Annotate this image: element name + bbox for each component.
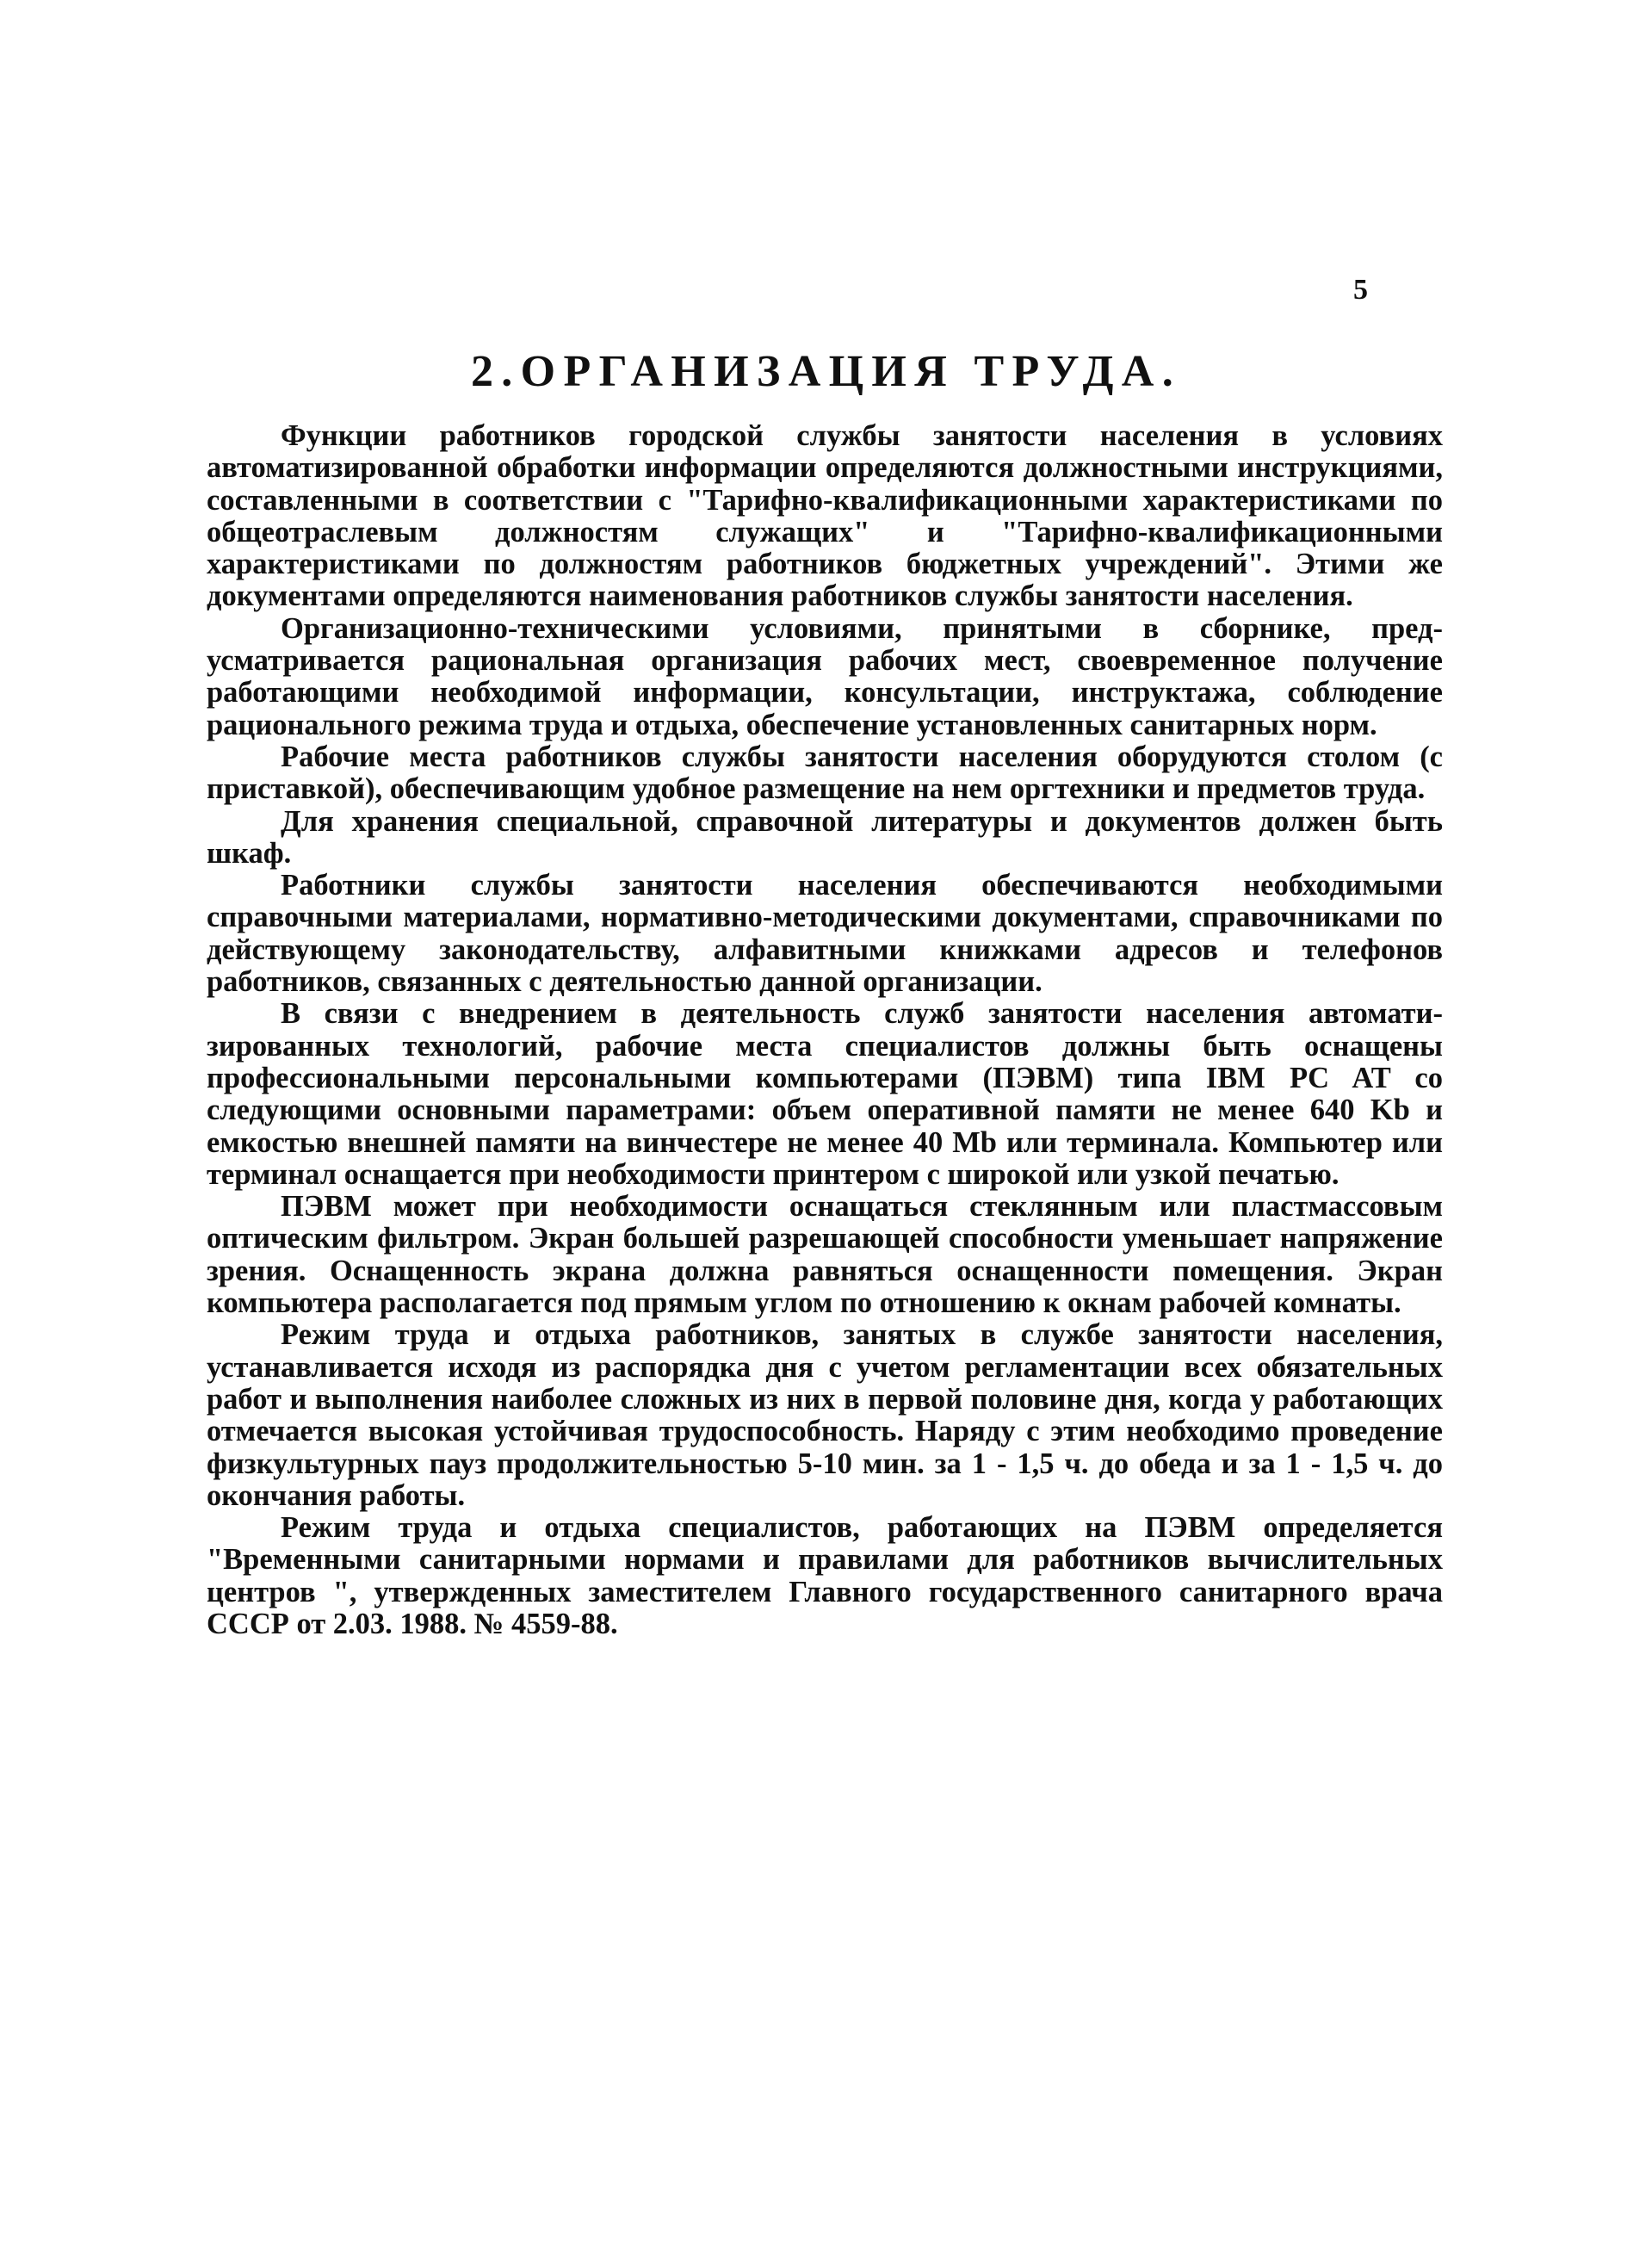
paragraph-storage: Для хранения специальной, справочной литературы и документов должен быть шкаф. [207,804,1443,870]
paragraph-computers: В связи с внедрением в деятельность служб занятости населения автоматизированных технологий, рабочие места специалистов должны быть оснащены профессиональными персональными компьютерами (ПЭВМ) типа IBM PC AT со следующими основными параметрами: объем оперативной памяти не менее 640 Kb и емкостью внешней памяти на винчестере не менее 40 Mb или терминала. Компьютер или терминал оснащается при необходимости принтером с широкой или узкой печатью. [207,997,1443,1191]
paragraph-organizational-conditions: Организационно-техническими условиями, принятыми в сборнике, предусматривается рациональная организация рабочих мест, своевременное получение работающими необходимой информации, консультации, инструктажа, соблюдение рационального режима труда и отдыха, обеспечение установленных санитарных норм. [207,611,1443,741]
paragraph-sanitary-norms: Режим труда и отдыха специалистов, работающих на ПЭВМ определяется "Временными санитарными нормами и правилами для работников вычислительных центров ", утвержденных заместителем Главного государственного санитарного врача СССР от 2.03. 1988. № 4559-88. [207,1511,1443,1640]
section-heading: 2.ОРГАНИЗАЦИЯ ТРУДА. [470,347,1182,396]
paragraph-functions: Функции работников городской службы занятости населения в условиях автоматизированной обработки информации определяются должностными инструкциями, составленными в соответствии с "Тарифно-квалификационными характеристиками по общеотраслевым должностям служащих" и "Тарифно-квалификационными характеристиками по должностям работников бюджетных учреждений". Этими же документами определяются наименования работников службы занятости населения. [207,419,1443,613]
paragraph-reference-materials: Работники службы занятости населения обеспечиваются необходимыми справочными материалами, нормативно-методическими документами, справочниками по действующему законодательству, алфавитными книжками адресов и телефонов работников, связанных с деятельностью данной организации. [207,869,1443,999]
paragraph-work-rest-regime: Режим труда и отдыха работников, занятых в службе занятости населения, устанавливается исходя из распорядка дня с учетом регламентации всех обязательных работ и выполнения наиболее сложных из них в первой половине дня, когда у работающих отмечается высокая устойчивая трудоспособность. Наряду с этим необходимо проведение физкультурных пауз продолжительностью 5-10 мин. за 1 - 1,5 ч. до обеда и за 1 - 1,5 ч. до окончания работы. [207,1318,1443,1512]
paragraph-screen-filter: ПЭВМ может при необходимости оснащаться стеклянным или пластмассовым оптическим фильтром. Экран большей разрешающей способности уменьшает напряжение зрения. Оснащенность экрана должна равняться оснащенности помещения. Экран компьютера располагается под прямым углом по отношению к окнам рабочей комнаты. [207,1190,1443,1320]
body-text [207,420,1443,1640]
page-number: 5 [1353,274,1368,306]
paragraph-workplaces: Рабочие места работников службы занятости населения оборудуются столом (с приставкой), обеспечивающим удобное размещение на нем оргтехники и предметов труда. [207,740,1443,806]
